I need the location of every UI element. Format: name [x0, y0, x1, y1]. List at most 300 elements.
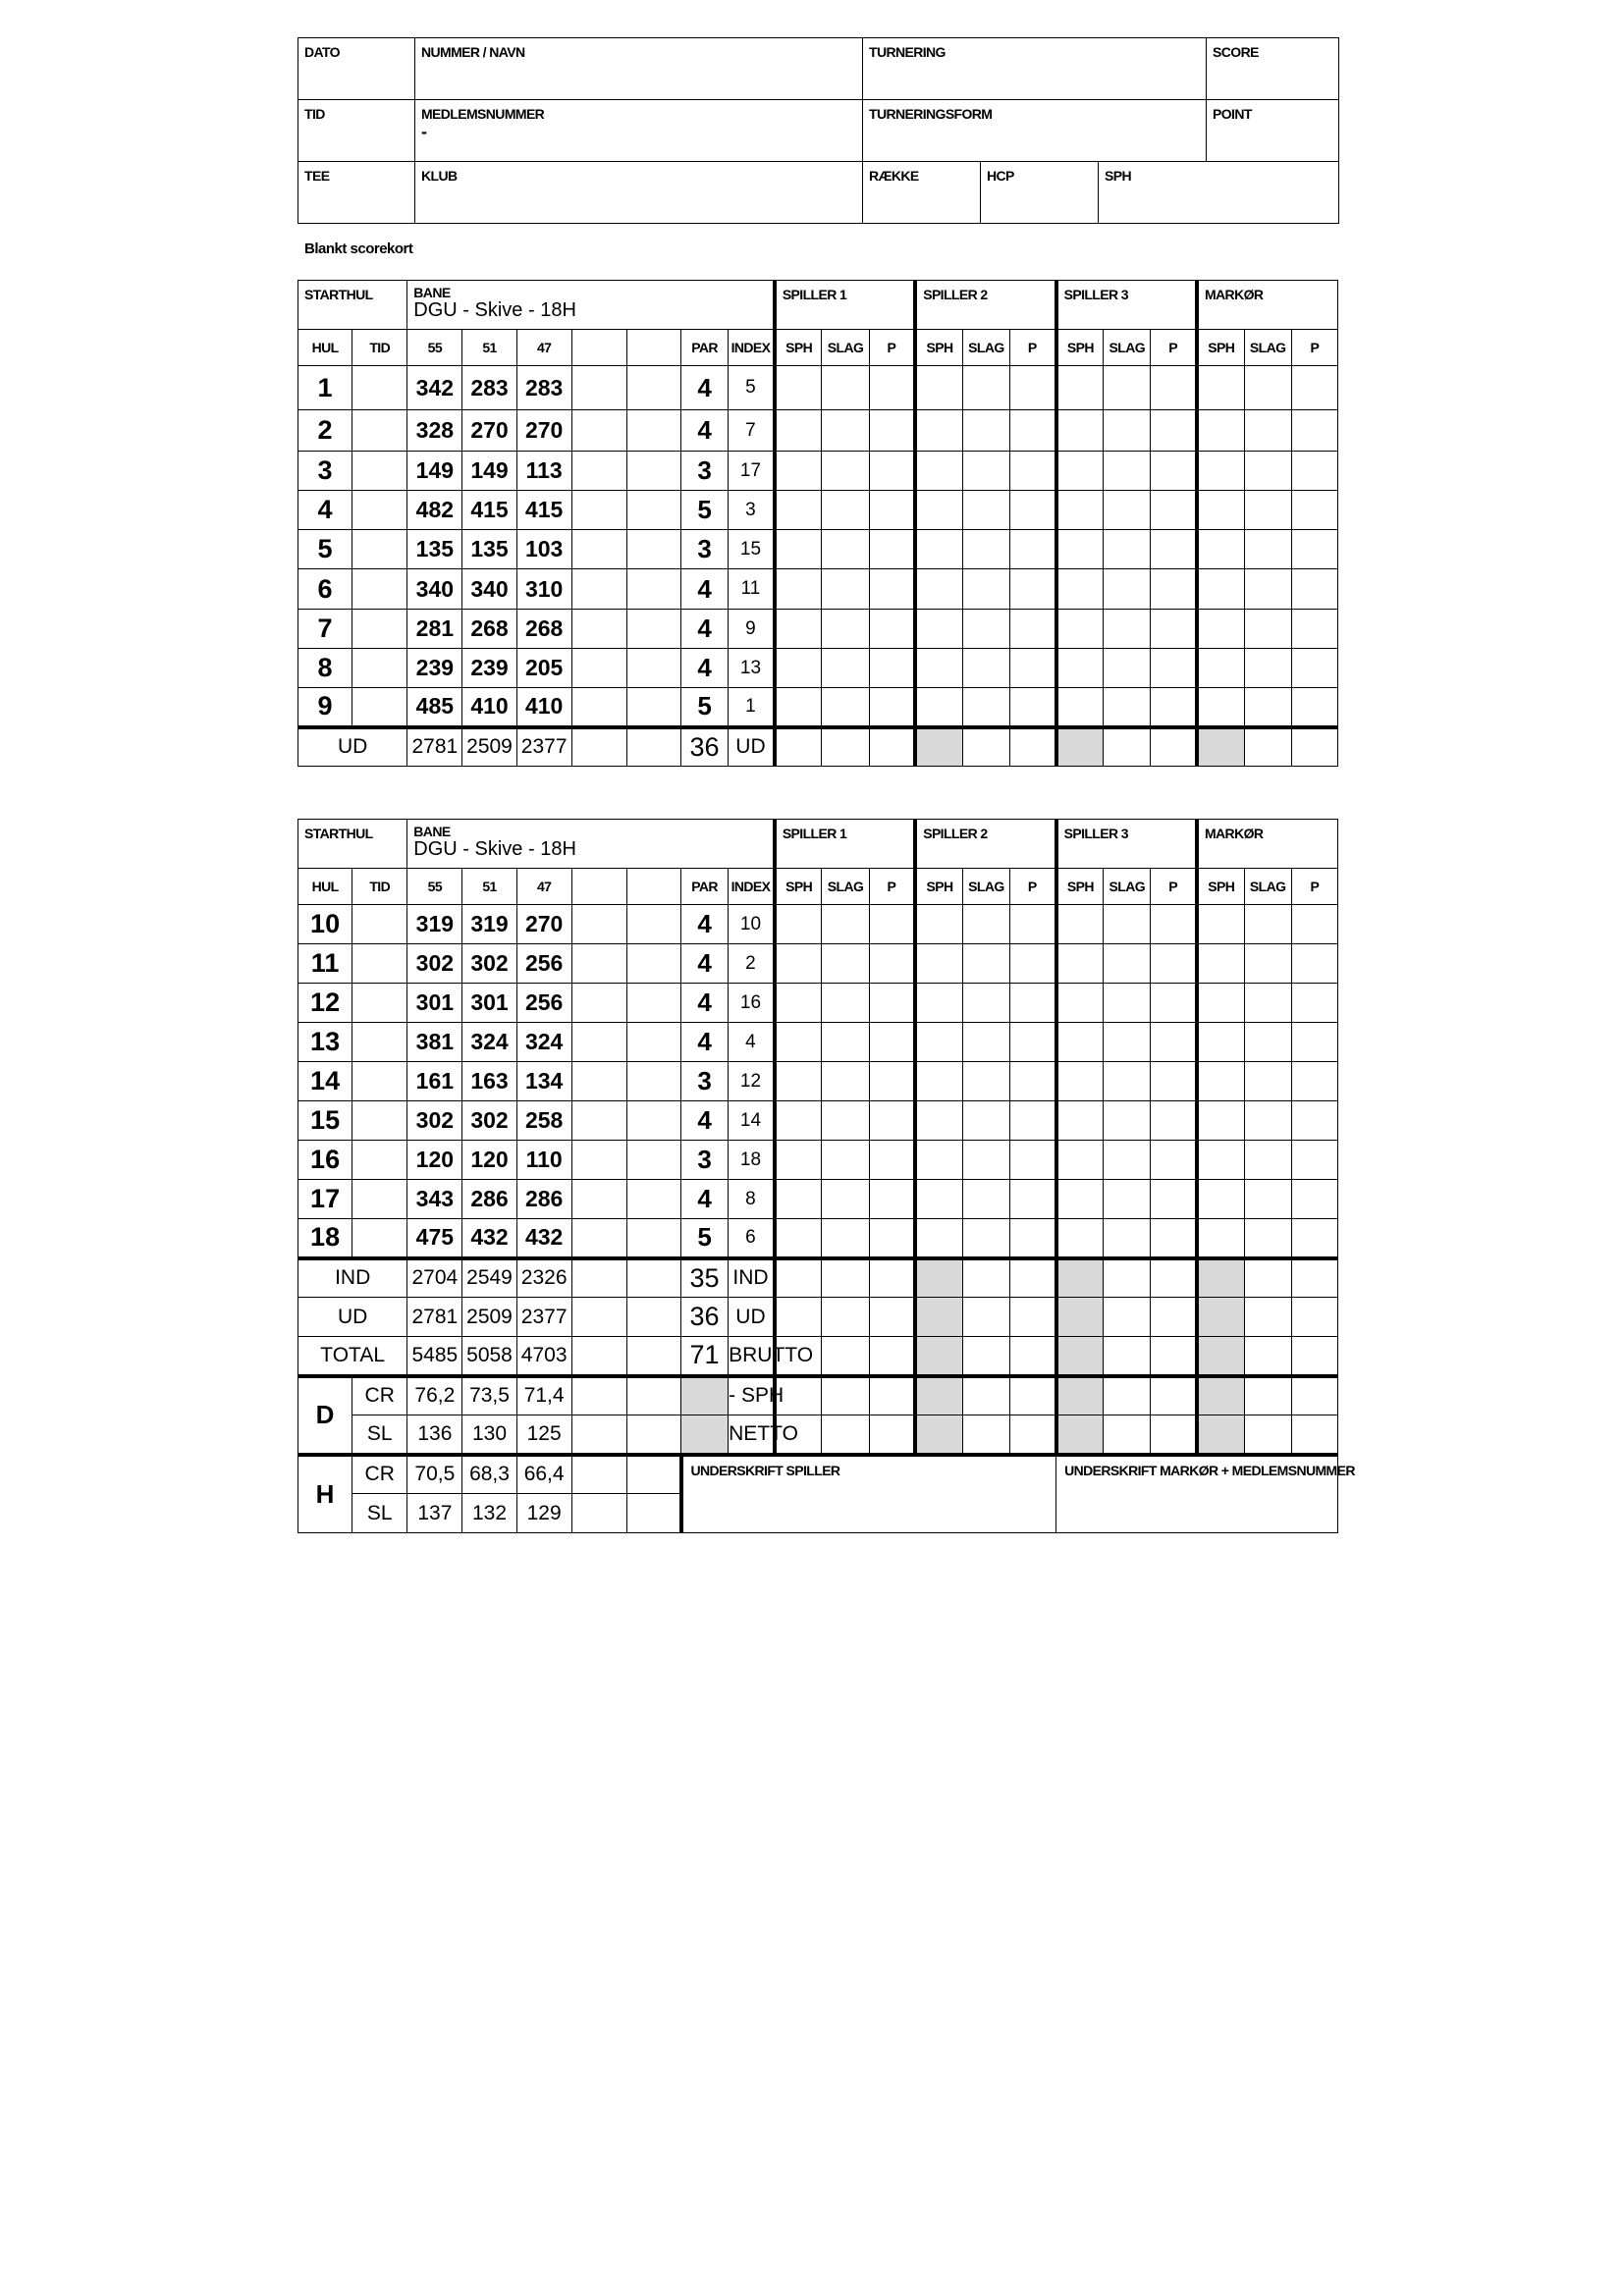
score-cell[interactable]: [1151, 452, 1197, 491]
score-cell[interactable]: [1244, 1180, 1291, 1219]
tid-cell[interactable]: [352, 452, 407, 491]
score-cell[interactable]: [1056, 1062, 1104, 1101]
score-cell[interactable]: [869, 1141, 915, 1180]
score-cell[interactable]: [1291, 1219, 1337, 1258]
score-cell[interactable]: [822, 569, 869, 610]
score-cell[interactable]: [822, 530, 869, 569]
score-cell[interactable]: [1056, 984, 1104, 1023]
score-cell[interactable]: [775, 1023, 822, 1062]
score-cell[interactable]: [1151, 1180, 1197, 1219]
score-cell[interactable]: [1291, 727, 1337, 767]
score-cell[interactable]: [775, 1219, 822, 1258]
score-cell[interactable]: [962, 1180, 1009, 1219]
score-cell[interactable]: [1009, 410, 1055, 452]
score-cell[interactable]: [822, 452, 869, 491]
score-cell[interactable]: [1104, 1062, 1151, 1101]
score-cell[interactable]: [822, 491, 869, 530]
score-cell[interactable]: [775, 649, 822, 688]
score-cell[interactable]: [915, 1141, 962, 1180]
score-cell[interactable]: [1056, 610, 1104, 649]
score-cell[interactable]: [1151, 1219, 1197, 1258]
score-cell[interactable]: [822, 1258, 869, 1298]
score-cell[interactable]: [915, 905, 962, 944]
score-cell[interactable]: [1056, 649, 1104, 688]
score-cell[interactable]: [1197, 984, 1244, 1023]
score-cell[interactable]: [869, 1101, 915, 1141]
score-cell[interactable]: [822, 1337, 869, 1376]
score-cell[interactable]: [1104, 366, 1151, 410]
score-cell[interactable]: [869, 569, 915, 610]
score-cell[interactable]: [962, 1415, 1009, 1455]
score-cell[interactable]: [1104, 569, 1151, 610]
score-cell[interactable]: [1056, 1023, 1104, 1062]
score-cell[interactable]: [1104, 905, 1151, 944]
score-cell[interactable]: [1009, 1141, 1055, 1180]
score-cell[interactable]: [1009, 610, 1055, 649]
score-cell[interactable]: [1291, 1101, 1337, 1141]
score-cell[interactable]: [869, 944, 915, 984]
score-cell[interactable]: [775, 727, 822, 767]
score-cell[interactable]: [822, 410, 869, 452]
score-cell[interactable]: [962, 1062, 1009, 1101]
score-cell[interactable]: [1244, 1415, 1291, 1455]
score-cell[interactable]: [1244, 1258, 1291, 1298]
score-cell[interactable]: [822, 1062, 869, 1101]
score-cell[interactable]: [1244, 1141, 1291, 1180]
score-cell[interactable]: [822, 688, 869, 727]
score-cell[interactable]: [822, 1376, 869, 1415]
score-cell[interactable]: [822, 905, 869, 944]
score-cell[interactable]: [1197, 649, 1244, 688]
score-cell[interactable]: [822, 1180, 869, 1219]
tid-cell[interactable]: [352, 366, 407, 410]
score-cell[interactable]: [1197, 1180, 1244, 1219]
score-cell[interactable]: [1104, 1219, 1151, 1258]
score-cell[interactable]: [775, 1298, 822, 1337]
score-cell[interactable]: [1009, 688, 1055, 727]
score-cell[interactable]: [775, 410, 822, 452]
score-cell[interactable]: [915, 530, 962, 569]
score-cell[interactable]: [962, 530, 1009, 569]
score-cell[interactable]: [962, 491, 1009, 530]
score-cell[interactable]: [822, 649, 869, 688]
score-cell[interactable]: [1197, 688, 1244, 727]
score-cell[interactable]: [1104, 1180, 1151, 1219]
point-field[interactable]: [1207, 100, 1339, 162]
tid-cell[interactable]: [352, 984, 407, 1023]
score-cell[interactable]: [1056, 944, 1104, 984]
score-cell[interactable]: [915, 610, 962, 649]
score-cell[interactable]: [1197, 410, 1244, 452]
score-cell[interactable]: [869, 905, 915, 944]
score-cell[interactable]: [1009, 1415, 1055, 1455]
signature-markor-field[interactable]: [1056, 1455, 1355, 1533]
score-cell[interactable]: [1056, 1219, 1104, 1258]
score-cell[interactable]: [1009, 1258, 1055, 1298]
score-cell[interactable]: [1151, 944, 1197, 984]
score-cell[interactable]: [775, 1141, 822, 1180]
score-cell[interactable]: [1056, 1101, 1104, 1141]
score-cell[interactable]: [1104, 1376, 1151, 1415]
score-cell[interactable]: [869, 491, 915, 530]
score-cell[interactable]: [869, 984, 915, 1023]
score-cell[interactable]: [1009, 1219, 1055, 1258]
score-cell[interactable]: [1244, 452, 1291, 491]
score-cell[interactable]: [775, 452, 822, 491]
spiller3-header[interactable]: [1056, 281, 1197, 330]
score-cell[interactable]: [915, 410, 962, 452]
score-cell[interactable]: [1291, 410, 1337, 452]
score-cell[interactable]: [1104, 984, 1151, 1023]
score-cell[interactable]: [915, 491, 962, 530]
dato-field[interactable]: [298, 38, 415, 100]
score-cell[interactable]: [1197, 610, 1244, 649]
score-cell[interactable]: [1291, 491, 1337, 530]
score-cell[interactable]: [1244, 1298, 1291, 1337]
score-cell[interactable]: [962, 1219, 1009, 1258]
score-cell[interactable]: [915, 569, 962, 610]
score-cell[interactable]: [1291, 905, 1337, 944]
score-cell[interactable]: [962, 569, 1009, 610]
tid-cell[interactable]: [352, 410, 407, 452]
score-cell[interactable]: [1151, 649, 1197, 688]
score-cell[interactable]: [962, 727, 1009, 767]
score-cell[interactable]: [1104, 1298, 1151, 1337]
score-cell[interactable]: [775, 944, 822, 984]
tid-cell[interactable]: [352, 1141, 407, 1180]
score-cell[interactable]: [775, 491, 822, 530]
score-cell[interactable]: [1244, 610, 1291, 649]
score-cell[interactable]: [869, 1298, 915, 1337]
score-cell[interactable]: [962, 1376, 1009, 1415]
score-cell[interactable]: [775, 984, 822, 1023]
spiller2-header[interactable]: [915, 281, 1055, 330]
score-cell[interactable]: [1244, 530, 1291, 569]
score-cell[interactable]: [822, 1141, 869, 1180]
score-cell[interactable]: [962, 1141, 1009, 1180]
score-cell[interactable]: [1197, 569, 1244, 610]
tid-cell[interactable]: [352, 688, 407, 727]
score-cell[interactable]: [822, 1298, 869, 1337]
score-cell[interactable]: [1056, 410, 1104, 452]
score-cell[interactable]: [1104, 727, 1151, 767]
tid-cell[interactable]: [352, 569, 407, 610]
spiller2-header[interactable]: [915, 820, 1055, 869]
score-cell[interactable]: [775, 1101, 822, 1141]
score-cell[interactable]: [1009, 984, 1055, 1023]
score-cell[interactable]: [1244, 491, 1291, 530]
score-cell[interactable]: [1104, 1337, 1151, 1376]
spiller3-header[interactable]: [1056, 820, 1197, 869]
score-cell[interactable]: [1151, 1023, 1197, 1062]
score-cell[interactable]: [962, 452, 1009, 491]
score-cell[interactable]: [869, 1415, 915, 1455]
score-cell[interactable]: [822, 1219, 869, 1258]
score-cell[interactable]: [962, 944, 1009, 984]
tid-cell[interactable]: [352, 530, 407, 569]
score-cell[interactable]: [915, 1062, 962, 1101]
score-cell[interactable]: [1009, 905, 1055, 944]
score-cell[interactable]: [869, 410, 915, 452]
score-cell[interactable]: [1104, 1023, 1151, 1062]
turnering-field[interactable]: [863, 38, 1207, 100]
score-cell[interactable]: [962, 1337, 1009, 1376]
score-cell[interactable]: [1056, 1141, 1104, 1180]
score-cell[interactable]: [1291, 1062, 1337, 1101]
score-cell[interactable]: [869, 1062, 915, 1101]
score-cell[interactable]: [1197, 1062, 1244, 1101]
score-cell[interactable]: [775, 530, 822, 569]
score-cell[interactable]: [962, 1298, 1009, 1337]
score-cell[interactable]: [1244, 649, 1291, 688]
score-cell[interactable]: [869, 1219, 915, 1258]
score-cell[interactable]: [822, 727, 869, 767]
score-cell[interactable]: [869, 1023, 915, 1062]
score-cell[interactable]: [869, 1376, 915, 1415]
score-cell[interactable]: [1151, 610, 1197, 649]
score-cell[interactable]: [822, 1101, 869, 1141]
score-cell[interactable]: [822, 610, 869, 649]
score-cell[interactable]: [775, 1062, 822, 1101]
score-cell[interactable]: [1151, 1376, 1197, 1415]
score-cell[interactable]: [915, 649, 962, 688]
score-cell[interactable]: [775, 569, 822, 610]
score-cell[interactable]: [1151, 1415, 1197, 1455]
tee-field[interactable]: [298, 162, 415, 224]
score-cell[interactable]: [1244, 569, 1291, 610]
score-cell[interactable]: [1056, 1180, 1104, 1219]
score-cell[interactable]: [1244, 727, 1291, 767]
score-cell[interactable]: [869, 727, 915, 767]
markor-header[interactable]: [1197, 820, 1338, 869]
score-cell[interactable]: [1197, 1219, 1244, 1258]
score-cell[interactable]: [1291, 569, 1337, 610]
score-cell[interactable]: [1291, 649, 1337, 688]
score-field[interactable]: [1207, 38, 1339, 100]
score-cell[interactable]: [1244, 410, 1291, 452]
tid-cell[interactable]: [352, 944, 407, 984]
score-cell[interactable]: [1151, 530, 1197, 569]
medlemsnummer-field[interactable]: [415, 100, 863, 162]
score-cell[interactable]: [1056, 905, 1104, 944]
score-cell[interactable]: [1009, 530, 1055, 569]
score-cell[interactable]: [962, 1258, 1009, 1298]
score-cell[interactable]: [962, 984, 1009, 1023]
score-cell[interactable]: [1291, 984, 1337, 1023]
score-cell[interactable]: [1009, 1180, 1055, 1219]
score-cell[interactable]: [1056, 491, 1104, 530]
score-cell[interactable]: [775, 610, 822, 649]
score-cell[interactable]: [1197, 491, 1244, 530]
score-cell[interactable]: [869, 366, 915, 410]
score-cell[interactable]: [869, 452, 915, 491]
score-cell[interactable]: [915, 366, 962, 410]
score-cell[interactable]: [1056, 688, 1104, 727]
score-cell[interactable]: [1104, 944, 1151, 984]
score-cell[interactable]: [1291, 1376, 1337, 1415]
score-cell[interactable]: [1151, 1062, 1197, 1101]
score-cell[interactable]: [1009, 1062, 1055, 1101]
score-cell[interactable]: [1009, 1101, 1055, 1141]
score-cell[interactable]: [1291, 1337, 1337, 1376]
raekke-field[interactable]: [863, 162, 981, 224]
score-cell[interactable]: [1244, 1062, 1291, 1101]
score-cell[interactable]: [915, 452, 962, 491]
score-cell[interactable]: [1009, 452, 1055, 491]
score-cell[interactable]: [1104, 491, 1151, 530]
score-cell[interactable]: [775, 905, 822, 944]
score-cell[interactable]: [869, 1258, 915, 1298]
score-cell[interactable]: [1009, 1298, 1055, 1337]
score-cell[interactable]: [1009, 1023, 1055, 1062]
score-cell[interactable]: [775, 688, 822, 727]
score-cell[interactable]: [1056, 452, 1104, 491]
score-cell[interactable]: [1104, 1101, 1151, 1141]
score-cell[interactable]: [1151, 366, 1197, 410]
score-cell[interactable]: [1056, 569, 1104, 610]
score-cell[interactable]: [1151, 727, 1197, 767]
score-cell[interactable]: [1291, 1023, 1337, 1062]
score-cell[interactable]: [962, 366, 1009, 410]
score-cell[interactable]: [1291, 688, 1337, 727]
turneringsform-field[interactable]: [863, 100, 1207, 162]
score-cell[interactable]: [869, 1337, 915, 1376]
score-cell[interactable]: [1104, 610, 1151, 649]
score-cell[interactable]: [775, 1180, 822, 1219]
score-cell[interactable]: [1151, 569, 1197, 610]
score-cell[interactable]: [915, 688, 962, 727]
score-cell[interactable]: [1151, 1258, 1197, 1298]
score-cell[interactable]: [1151, 1101, 1197, 1141]
score-cell[interactable]: [822, 944, 869, 984]
score-cell[interactable]: [1104, 1141, 1151, 1180]
markor-header[interactable]: [1197, 281, 1338, 330]
score-cell[interactable]: [869, 1180, 915, 1219]
score-cell[interactable]: [1197, 1023, 1244, 1062]
score-cell[interactable]: [1244, 1219, 1291, 1258]
score-cell[interactable]: [915, 1023, 962, 1062]
spiller1-header[interactable]: [775, 820, 915, 869]
tid-cell[interactable]: [352, 1062, 407, 1101]
tid-field[interactable]: [298, 100, 415, 162]
score-cell[interactable]: [1291, 944, 1337, 984]
score-cell[interactable]: [1009, 649, 1055, 688]
score-cell[interactable]: [1244, 688, 1291, 727]
score-cell[interactable]: [1291, 610, 1337, 649]
score-cell[interactable]: [962, 1101, 1009, 1141]
score-cell[interactable]: [1104, 452, 1151, 491]
score-cell[interactable]: [822, 366, 869, 410]
score-cell[interactable]: [1056, 366, 1104, 410]
score-cell[interactable]: [1197, 1101, 1244, 1141]
score-cell[interactable]: [962, 649, 1009, 688]
klub-field[interactable]: [415, 162, 863, 224]
score-cell[interactable]: [1151, 905, 1197, 944]
score-cell[interactable]: [1244, 1337, 1291, 1376]
score-cell[interactable]: [1151, 688, 1197, 727]
score-cell[interactable]: [1244, 366, 1291, 410]
starthul-cell[interactable]: [298, 281, 407, 330]
score-cell[interactable]: [1104, 688, 1151, 727]
tid-cell[interactable]: [352, 610, 407, 649]
tid-cell[interactable]: [352, 1023, 407, 1062]
tid-cell[interactable]: [352, 649, 407, 688]
score-cell[interactable]: [1291, 1415, 1337, 1455]
tid-cell[interactable]: [352, 491, 407, 530]
score-cell[interactable]: [1009, 1376, 1055, 1415]
score-cell[interactable]: [1009, 366, 1055, 410]
score-cell[interactable]: [1151, 1337, 1197, 1376]
score-cell[interactable]: [1104, 649, 1151, 688]
score-cell[interactable]: [775, 1258, 822, 1298]
score-cell[interactable]: [1291, 1298, 1337, 1337]
starthul-cell[interactable]: [298, 820, 407, 869]
score-cell[interactable]: [1291, 1141, 1337, 1180]
score-cell[interactable]: [822, 984, 869, 1023]
score-cell[interactable]: [822, 1415, 869, 1455]
score-cell[interactable]: [775, 366, 822, 410]
score-cell[interactable]: [1009, 491, 1055, 530]
score-cell[interactable]: [1291, 530, 1337, 569]
score-cell[interactable]: [1009, 944, 1055, 984]
score-cell[interactable]: [869, 610, 915, 649]
score-cell[interactable]: [869, 688, 915, 727]
score-cell[interactable]: [1151, 1141, 1197, 1180]
score-cell[interactable]: [1104, 1415, 1151, 1455]
score-cell[interactable]: [1197, 530, 1244, 569]
hcp-field[interactable]: [981, 162, 1099, 224]
score-cell[interactable]: [1197, 944, 1244, 984]
sph-field[interactable]: [1099, 162, 1339, 224]
score-cell[interactable]: [822, 1023, 869, 1062]
score-cell[interactable]: [915, 984, 962, 1023]
score-cell[interactable]: [1244, 944, 1291, 984]
score-cell[interactable]: [1104, 410, 1151, 452]
score-cell[interactable]: [1197, 905, 1244, 944]
score-cell[interactable]: [1244, 1376, 1291, 1415]
score-cell[interactable]: [1291, 1180, 1337, 1219]
score-cell[interactable]: [1197, 366, 1244, 410]
score-cell[interactable]: [915, 1219, 962, 1258]
score-cell[interactable]: [915, 1101, 962, 1141]
nummer-navn-field[interactable]: [415, 38, 863, 100]
tid-cell[interactable]: [352, 1219, 407, 1258]
score-cell[interactable]: [1151, 491, 1197, 530]
score-cell[interactable]: [1244, 1023, 1291, 1062]
score-cell[interactable]: [1197, 452, 1244, 491]
signature-spiller-field[interactable]: [681, 1455, 1056, 1533]
score-cell[interactable]: [1291, 366, 1337, 410]
score-cell[interactable]: [962, 610, 1009, 649]
score-cell[interactable]: [915, 1180, 962, 1219]
score-cell[interactable]: [1244, 1101, 1291, 1141]
score-cell[interactable]: [1244, 984, 1291, 1023]
score-cell[interactable]: [1151, 984, 1197, 1023]
score-cell[interactable]: [1009, 1337, 1055, 1376]
tid-cell[interactable]: [352, 1101, 407, 1141]
score-cell[interactable]: [962, 410, 1009, 452]
score-cell[interactable]: [915, 944, 962, 984]
score-cell[interactable]: [1009, 569, 1055, 610]
score-cell[interactable]: [1197, 1141, 1244, 1180]
score-cell[interactable]: [1244, 905, 1291, 944]
score-cell[interactable]: [1291, 452, 1337, 491]
tid-cell[interactable]: [352, 1180, 407, 1219]
score-cell[interactable]: [1104, 530, 1151, 569]
score-cell[interactable]: [962, 688, 1009, 727]
score-cell[interactable]: [869, 530, 915, 569]
score-cell[interactable]: [962, 905, 1009, 944]
